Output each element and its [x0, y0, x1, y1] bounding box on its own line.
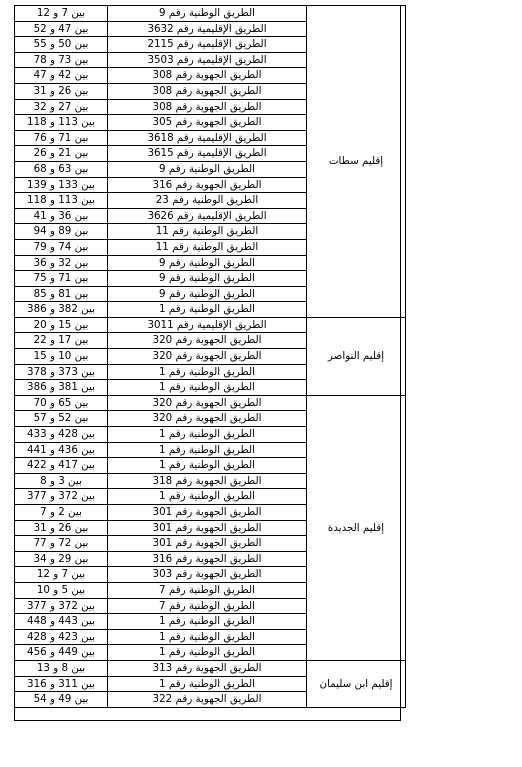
- road-cell: الطريق الإقليمية رقم 3011: [108, 317, 307, 333]
- road-segments-table-body: [15, 6, 406, 708]
- segment-cell: بين 42 و 47: [15, 68, 108, 84]
- segment-cell: بين 372 و 377: [15, 598, 108, 614]
- segment-cell: بين 428 و 433: [15, 427, 108, 443]
- road-cell: الطريق الجهوية رقم 308: [108, 99, 307, 115]
- road-cell: الطريق الوطنية رقم 1: [108, 458, 307, 474]
- road-cell: الطريق الوطنية رقم 23: [108, 193, 307, 209]
- road-cell: الطريق الوطنية رقم 1: [108, 614, 307, 630]
- segment-cell: بين 133 و 139: [15, 177, 108, 193]
- road-cell: الطريق الجهوية رقم 322: [108, 692, 307, 708]
- road-cell: الطريق الوطنية رقم 1: [108, 442, 307, 458]
- segment-cell: بين 71 و 75: [15, 271, 108, 287]
- road-cell: الطريق الوطنية رقم 1: [108, 380, 307, 396]
- segment-cell: بين 2 و 7: [15, 505, 108, 521]
- road-cell: الطريق الجهوية رقم 320: [108, 349, 307, 365]
- segment-cell: بين 26 و 31: [15, 520, 108, 536]
- road-segments-table: [14, 5, 406, 708]
- segment-cell: بين 7 و 12: [15, 567, 108, 583]
- road-cell: الطريق الجهوية رقم 305: [108, 115, 307, 131]
- segment-cell: بين 443 و 448: [15, 614, 108, 630]
- road-cell: الطريق الجهوية رقم 318: [108, 473, 307, 489]
- segment-cell: بين 50 و 55: [15, 37, 108, 53]
- road-cell: الطريق الجهوية رقم 313: [108, 660, 307, 676]
- road-cell: الطريق الجهوية رقم 316: [108, 177, 307, 193]
- table-row: [15, 660, 406, 676]
- road-cell: الطريق الوطنية رقم 1: [108, 489, 307, 505]
- road-cell: الطريق الجهوية رقم 301: [108, 536, 307, 552]
- segment-cell: بين 21 و 26: [15, 146, 108, 162]
- road-cell: الطريق الوطنية رقم 11: [108, 239, 307, 255]
- road-cell: الطريق الوطنية رقم 9: [108, 6, 307, 22]
- road-cell: الطريق الإقليمية رقم 3615: [108, 146, 307, 162]
- road-cell: الطريق الوطنية رقم 9: [108, 161, 307, 177]
- segment-cell: بين 5 و 10: [15, 582, 108, 598]
- table-row: [15, 395, 406, 411]
- segment-cell: بين 381 و 386: [15, 380, 108, 396]
- segment-cell: بين 72 و 77: [15, 536, 108, 552]
- road-cell: الطريق الجهوية رقم 301: [108, 520, 307, 536]
- segment-cell: بين 73 و 78: [15, 52, 108, 68]
- segment-cell: بين 113 و 118: [15, 115, 108, 131]
- road-cell: الطريق الوطنية رقم 11: [108, 224, 307, 240]
- road-cell: الطريق الجهوية رقم 316: [108, 551, 307, 567]
- road-cell: الطريق الوطنية رقم 9: [108, 271, 307, 287]
- segment-cell: بين 8 و 13: [15, 660, 108, 676]
- segment-cell: بين 65 و 70: [15, 395, 108, 411]
- segment-cell: بين 7 و 12: [15, 6, 108, 22]
- segment-cell: بين 3 و 8: [15, 473, 108, 489]
- segment-cell: بين 382 و 386: [15, 302, 108, 318]
- segment-cell: بين 373 و 378: [15, 364, 108, 380]
- segment-cell: بين 47 و 52: [15, 21, 108, 37]
- segment-cell: بين 89 و 94: [15, 224, 108, 240]
- segment-cell: بين 52 و 57: [15, 411, 108, 427]
- road-cell: الطريق الجهوية رقم 303: [108, 567, 307, 583]
- province-cell: إقليم سطات: [307, 6, 406, 318]
- table-row: [15, 317, 406, 333]
- segment-cell: بين 423 و 428: [15, 629, 108, 645]
- segment-cell: بين 27 و 32: [15, 99, 108, 115]
- road-cell: الطريق الجهوية رقم 308: [108, 68, 307, 84]
- road-cell: الطريق الوطنية رقم 7: [108, 582, 307, 598]
- road-cell: الطريق الجهوية رقم 308: [108, 83, 307, 99]
- segment-cell: بين 10 و 15: [15, 349, 108, 365]
- segment-cell: بين 29 و 34: [15, 551, 108, 567]
- road-cell: الطريق الوطنية رقم 1: [108, 629, 307, 645]
- road-cell: الطريق الوطنية رقم 1: [108, 676, 307, 692]
- segment-cell: بين 372 و 377: [15, 489, 108, 505]
- segment-cell: بين 26 و 31: [15, 83, 108, 99]
- segment-cell: بين 17 و 22: [15, 333, 108, 349]
- segment-cell: بين 113 و 118: [15, 193, 108, 209]
- road-cell: الطريق الإقليمية رقم 3503: [108, 52, 307, 68]
- segment-cell: بين 49 و 54: [15, 692, 108, 708]
- segment-cell: بين 417 و 422: [15, 458, 108, 474]
- segment-cell: بين 63 و 68: [15, 161, 108, 177]
- segment-cell: بين 449 و 456: [15, 645, 108, 661]
- road-cell: الطريق الجهوية رقم 320: [108, 411, 307, 427]
- road-cell: الطريق الوطنية رقم 7: [108, 598, 307, 614]
- road-cell: الطريق الجهوية رقم 320: [108, 333, 307, 349]
- road-cell: الطريق الوطنية رقم 9: [108, 255, 307, 271]
- road-cell: الطريق الإقليمية رقم 3626: [108, 208, 307, 224]
- province-cell: إقليم ابن سليمان: [307, 660, 406, 707]
- segment-cell: بين 15 و 20: [15, 317, 108, 333]
- table-row: [15, 6, 406, 22]
- road-cell: الطريق الوطنية رقم 1: [108, 364, 307, 380]
- segment-cell: بين 81 و 85: [15, 286, 108, 302]
- road-cell: الطريق الوطنية رقم 9: [108, 286, 307, 302]
- segment-cell: بين 71 و 76: [15, 130, 108, 146]
- road-cell: الطريق الوطنية رقم 1: [108, 302, 307, 318]
- province-cell: إقليم الجديدة: [307, 395, 406, 660]
- segment-cell: بين 32 و 36: [15, 255, 108, 271]
- segment-cell: بين 36 و 41: [15, 208, 108, 224]
- road-cell: الطريق الجهوية رقم 320: [108, 395, 307, 411]
- road-cell: الطريق الوطنية رقم 1: [108, 645, 307, 661]
- segment-cell: بين 311 و 316: [15, 676, 108, 692]
- segment-cell: بين 436 و 441: [15, 442, 108, 458]
- road-cell: الطريق الوطنية رقم 1: [108, 427, 307, 443]
- road-cell: الطريق الإقليمية رقم 3632: [108, 21, 307, 37]
- segment-cell: بين 74 و 79: [15, 239, 108, 255]
- road-cell: الطريق الإقليمية رقم 3618: [108, 130, 307, 146]
- province-cell: إقليم النواصر: [307, 317, 406, 395]
- road-cell: الطريق الإقليمية رقم 2115: [108, 37, 307, 53]
- road-cell: الطريق الجهوية رقم 301: [108, 505, 307, 521]
